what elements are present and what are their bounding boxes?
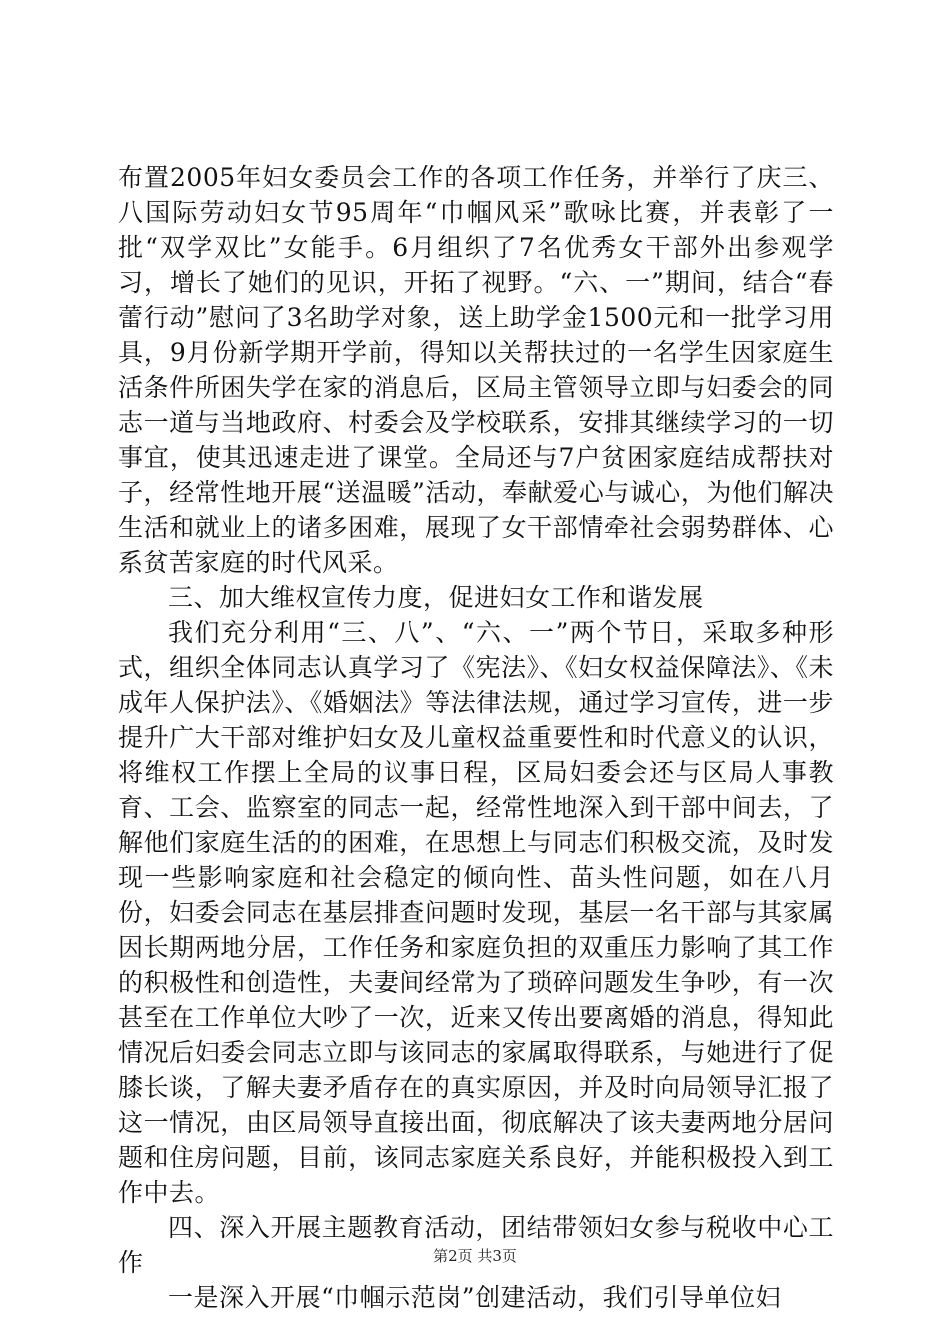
page-footer: 第2页 共3页 xyxy=(433,1247,517,1265)
document-body xyxy=(118,160,834,1315)
section-heading-four: 四、深入开展主题教育活动，团结带领妇女参与税收中心工作 xyxy=(118,1213,834,1277)
paragraph-model-post: 一是深入开展“巾帼示范岗”创建活动，我们引导单位妇 xyxy=(168,1283,782,1312)
paragraph-continuation: 布置2005年妇女委员会工作的各项工作任务，并举行了庆三、八国际劳动妇女节95周年“巾帼风采”歌咏比赛，并表彰了一批“双学双比”女能手。6月组织了7名优秀女干部外出参观学习，增长了她们的见识，开拓了视野。“六、一”期间，结合“春蕾行动”慰问了3名助学对象，送上助学金1500元和一批学习用具，9月份新学期开学前，得知以关帮扶过的一名学生因家庭生活条件所困失学在家的消息后，区局主管领导立即与妇委会的同志一道与当地政府、村委会及学校联系，安排其继续学习的一切事宜，使其迅速走进了课堂。全局还与7户贫困家庭结成帮扶对子，经常性地开展“送温暖”活动，奉献爱心与诚心，为他们解决生活和就业上的诸多困难，展现了女干部情牵社会弱势群体、心系贫苦家庭的时代风采。 xyxy=(118,163,834,577)
section-heading-three: 三、加大维权宣传力度，促进妇女工作和谐发展 xyxy=(168,583,704,612)
paragraph-rights-publicity: 我们充分利用“三、八”、“六、一”两个节日，采取多种形式，组织全体同志认真学习了《宪法》、《妇女权益保障法》、《未成年人保护法》、《婚姻法》等法律法规，通过学习宣传，进一步提升广大干部对维护妇女及儿童权益重要性和时代意义的认识，将维权工作摆上全局的议事日程，区局妇委会还与区局人事教育、工会、监察室的同志一起，经常性地深入到干部中间去，了解他们家庭生活的的困难，在思想上与同志们积极交流，及时发现一些影响家庭和社会稳定的倾向性、苗头性问题，如在八月份，妇委会同志在基层排查问题时发现，基层一名干部与其家属因长期两地分居，工作任务和家庭负担的双重压力影响了其工作的积极性和创造性，夫妻间经常为了琐碎问题发生争吵，有一次甚至在工作单位大吵了一次，近来又传出要离婚的消息，得知此情况后妇委会同志立即与该同志的家属取得联系，与她进行了促膝长谈，了解夫妻矛盾存在的真实原因，并及时向局领导汇报了这一情况，由区局领导直接出面，彻底解决了该夫妻两地分居问题和住房问题，目前，该同志家庭关系良好，并能积极投入到工作中去。 xyxy=(118,618,834,1207)
